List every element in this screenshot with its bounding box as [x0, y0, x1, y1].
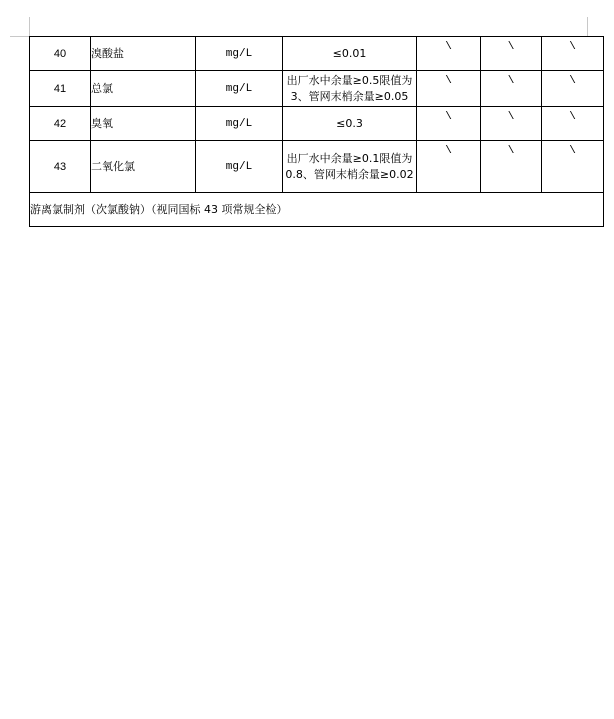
- limit-value: ≤0.01: [283, 37, 417, 71]
- item-name: 溴酸盐: [91, 37, 196, 71]
- unit: mg/L: [196, 71, 283, 107]
- unit: mg/L: [196, 107, 283, 141]
- unit: mg/L: [196, 37, 283, 71]
- limit-value: 出厂水中余量≥0.5限值为3、管网末梢余量≥0.05: [283, 71, 417, 107]
- row-number: 41: [30, 71, 91, 107]
- crop-mark-right-vertical: [587, 17, 588, 36]
- result-cell: \: [542, 71, 604, 107]
- water-quality-table: [29, 36, 604, 227]
- table-row: [30, 107, 604, 141]
- result-cell: \: [417, 141, 481, 193]
- row-number: 42: [30, 107, 91, 141]
- item-name: 二氧化氯: [91, 141, 196, 193]
- result-cell: \: [481, 107, 542, 141]
- result-cell: \: [417, 37, 481, 71]
- result-cell: \: [481, 141, 542, 193]
- table-row: [30, 71, 604, 107]
- row-number: 43: [30, 141, 91, 193]
- table-row: [30, 141, 604, 193]
- limit-value: ≤0.3: [283, 107, 417, 141]
- crop-mark-left-horizontal: [10, 36, 29, 37]
- result-cell: \: [542, 37, 604, 71]
- unit: mg/L: [196, 141, 283, 193]
- item-name: 总氯: [91, 71, 196, 107]
- row-number: 40: [30, 37, 91, 71]
- crop-mark-left-vertical: [29, 17, 30, 36]
- result-cell: \: [417, 71, 481, 107]
- result-cell: \: [542, 141, 604, 193]
- item-name: 臭氧: [91, 107, 196, 141]
- result-cell: \: [417, 107, 481, 141]
- table-row: [30, 37, 604, 71]
- footer-note: 游离氯制剂（次氯酸钠）（视同国标 43 项常规全检）: [30, 193, 604, 227]
- table-footer-row: [30, 193, 604, 227]
- result-cell: \: [481, 37, 542, 71]
- limit-value: 出厂水中余量≥0.1限值为0.8、管网末梢余量≥0.02: [283, 141, 417, 193]
- result-cell: \: [542, 107, 604, 141]
- result-cell: \: [481, 71, 542, 107]
